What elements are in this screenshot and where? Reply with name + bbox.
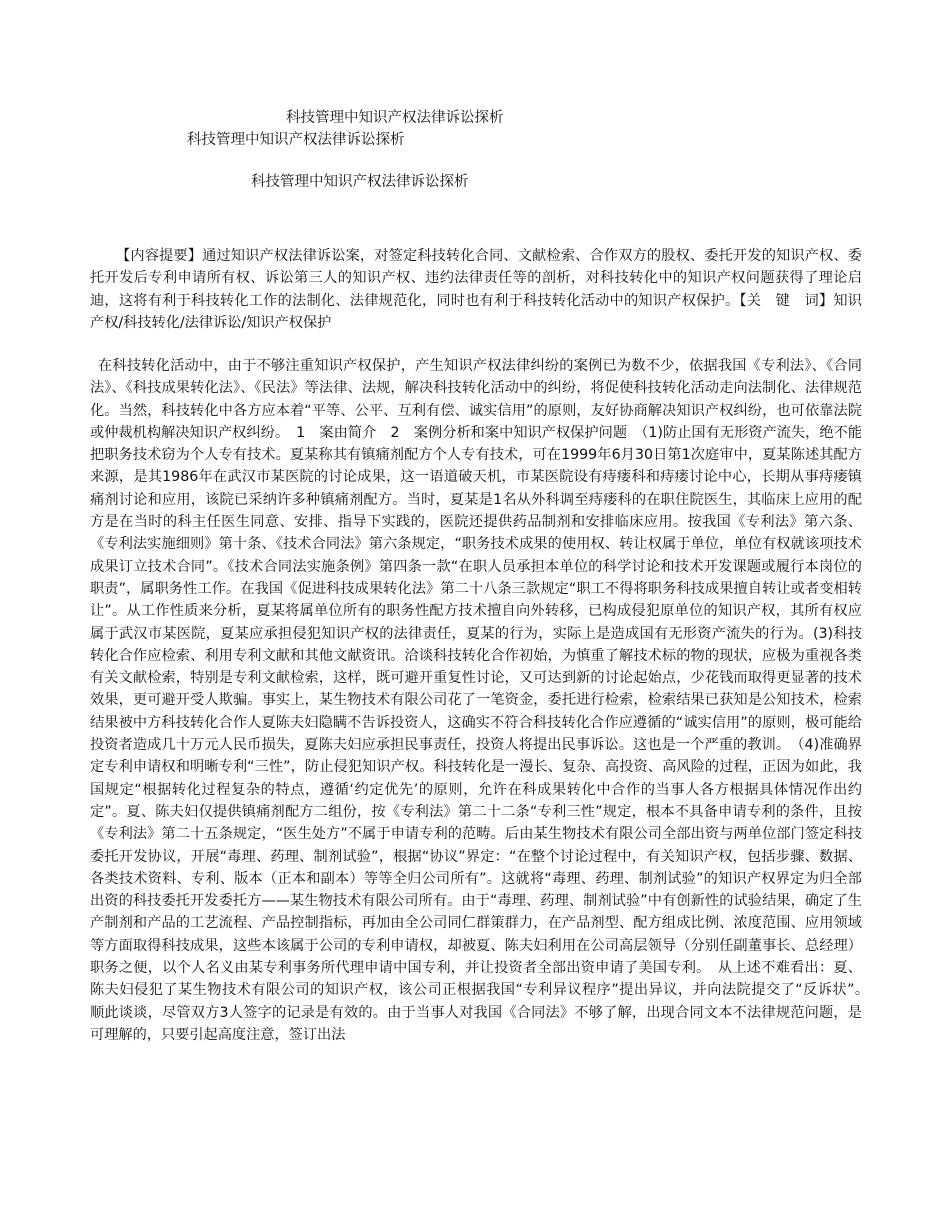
document-subtitle: 科技管理中知识产权法律诉讼探析 <box>187 132 405 148</box>
document-heading: 科技管理中知识产权法律诉讼探析 <box>251 174 469 190</box>
abstract-paragraph: 【内容提要】通过知识产权法律诉讼案，对签定科技转化合同、文献检索、合作双方的股权、委托开发的知识产权、委托开发后专利申请所有权、诉讼第三人的知识产权、违约法律责任等的剖析，对科技转化中的知识产权问题获得了理论启迪，这将有利于科技转化工作的法制化、法律规范化，同时也有利于科技转化活动中的知识产权保护。【关 键 词】知识产权/科技转化/法律诉讼/知识产权保护 <box>90 248 862 331</box>
body-paragraph: 在科技转化活动中，由于不够注重知识产权保护，产生知识产权法律纠纷的案例已为数不少，依据我国《专利法》、《合同法》、《科技成果转化法》、《民法》等法律、法规，解决科技转化活动中的纠纷，将促使科技转化活动走向法制化、法律规范化。当然，科技转化中各方应本着“平等、公平、互利有偿、诚实信用”的原则，友好协商解决知识产权纠纷，也可依靠法院或仲裁机构解决知识产权纠纷。 1 案由简介 2 案例分析和案中知识产权保护问题 （1)防止国有无形资产流失，绝不能把职务技术窃为个人专有技术。夏某称其有镇痛剂配方个人专有技术，可在1999年6月30日第1次庭审中，夏某陈述其配方来源，是其1986年在武汉市某医院的讨论成果，这一语道破天机，市某医院设有痔瘘科和痔瘘讨论中心，长期从事痔瘘镇痛剂讨论和应用，该院已采纳许多种镇痛剂配方。当时，夏某是1名从外科调至痔瘘科的在职住院医生，其临床上应用的配方是在当时的科主任医生同意、安排、指导下实践的，医院还提供药品制剂和安排临床应用。按我国《专利法》第六条、《专利法实施细则》第十条、《技术合同法》第六条规定，“职务技术成果的使用权、转让权属于单位，单位有权就该项技术成果订立技术合同”。《技术合同法实施条例》第四条一款“在职人员承担本单位的科学讨论和技术开发课题或履行本岗位的职责”，属职务性工作。在我国《促进科技成果转化法》第二十八条三款规定“职工不得将职务科技成果擅自转让或者变相转让”。从工作性质来分析，夏某将属单位所有的职务性配方技术擅自向外转移，已构成侵犯原单位的知识产权，其所有权应属于武汉市某医院，夏某应承担侵犯知识产权的法律责任，夏某的行为，实际上是造成国有无形资产流失的行为。(3)科技转化合作应检索、利用专利文献和其他文献资讯。洽谈科技转化合作初始，为慎重了解技术标的物的现状，应极为重视各类有关文献检索，特别是专利文献检索，这样，既可避开重复性讨论，又可达到新的讨论起始点，少花钱而取得更显著的技术效果，更可避开受人欺骗。事实上，某生物技术有限公司花了一笔资金，委托进行检索，检索结果已获知是公知技术，检索结果被中方科技转化合作人夏陈夫妇隐瞒不告诉投资人，这确实不符合科技转化合作应遵循的“诚实信用”的原则，极可能给投资者造成几十万元人民币损失，夏陈夫妇应承担民事责任，投资人将提出民事诉讼。这也是一个严重的教训。 （4)准确界定专利申请权和明晰专利“三性”，防止侵犯知识产权。科技转化是一漫长、复杂、高投资、高风险的过程，正因为如此，我国规定“根据转化过程复杂的特点，遵循‘约定优先’的原则，允许在科成果转化中合作的当事人各方根据具体情况作出约定”。夏、陈夫妇仅提供镇痛剂配方二组份，按《专利法》第二十二条“专利三性”规定，根本不具备申请专利的条件，且按《专利法》第二十五条规定，“医生处方”不属于申请专利的范畴。后由某生物技术有限公司全部出资与两单位部门签定科技委托开发协议，开展“毒理、药理、制剂试验”，根据“协议”界定：“在整个讨论过程中，有关知识产权，包括步骤、数据、各类技术资料、专利、版本（正本和副本）等等全归公司所有”。这就将“毒理、药理、制剂试验”的知识产权界定为归全部出资的科技委托开发委托方——某生物技术有限公司所有。由于“毒理、药理、制剂试验”中有创新性的试验结果，确定了生产制剂和产品的工艺流程、产品控制指标，再加由全公司同仁群策群力，在产品剂型、配方组成比例、浓度范围、应用领域等方面取得科技成果，这些本该属于公司的专利申请权，却被夏、陈夫妇利用在公司高层领导（分别任副董事长、总经理）职务之便，以个人名义由某专利事务所代理申请中国专利，并让投资者全部出资申请了美国专利。 从上述不难看出：夏、陈夫妇侵犯了某生物技术有限公司的知识产权，该公司正根据我国“专利异议程序”提出异议，并向法院提交了“反诉状”。 顺此谈谈，尽管双方3人签字的记录是有效的。由于当事人对我国《合同法》不够了解，出现合同文本不法律规范问题，是可理解的，只要引起高度注意，签订出法 <box>90 358 877 1043</box>
document-title: 科技管理中知识产权法律诉讼探析 <box>286 110 504 126</box>
